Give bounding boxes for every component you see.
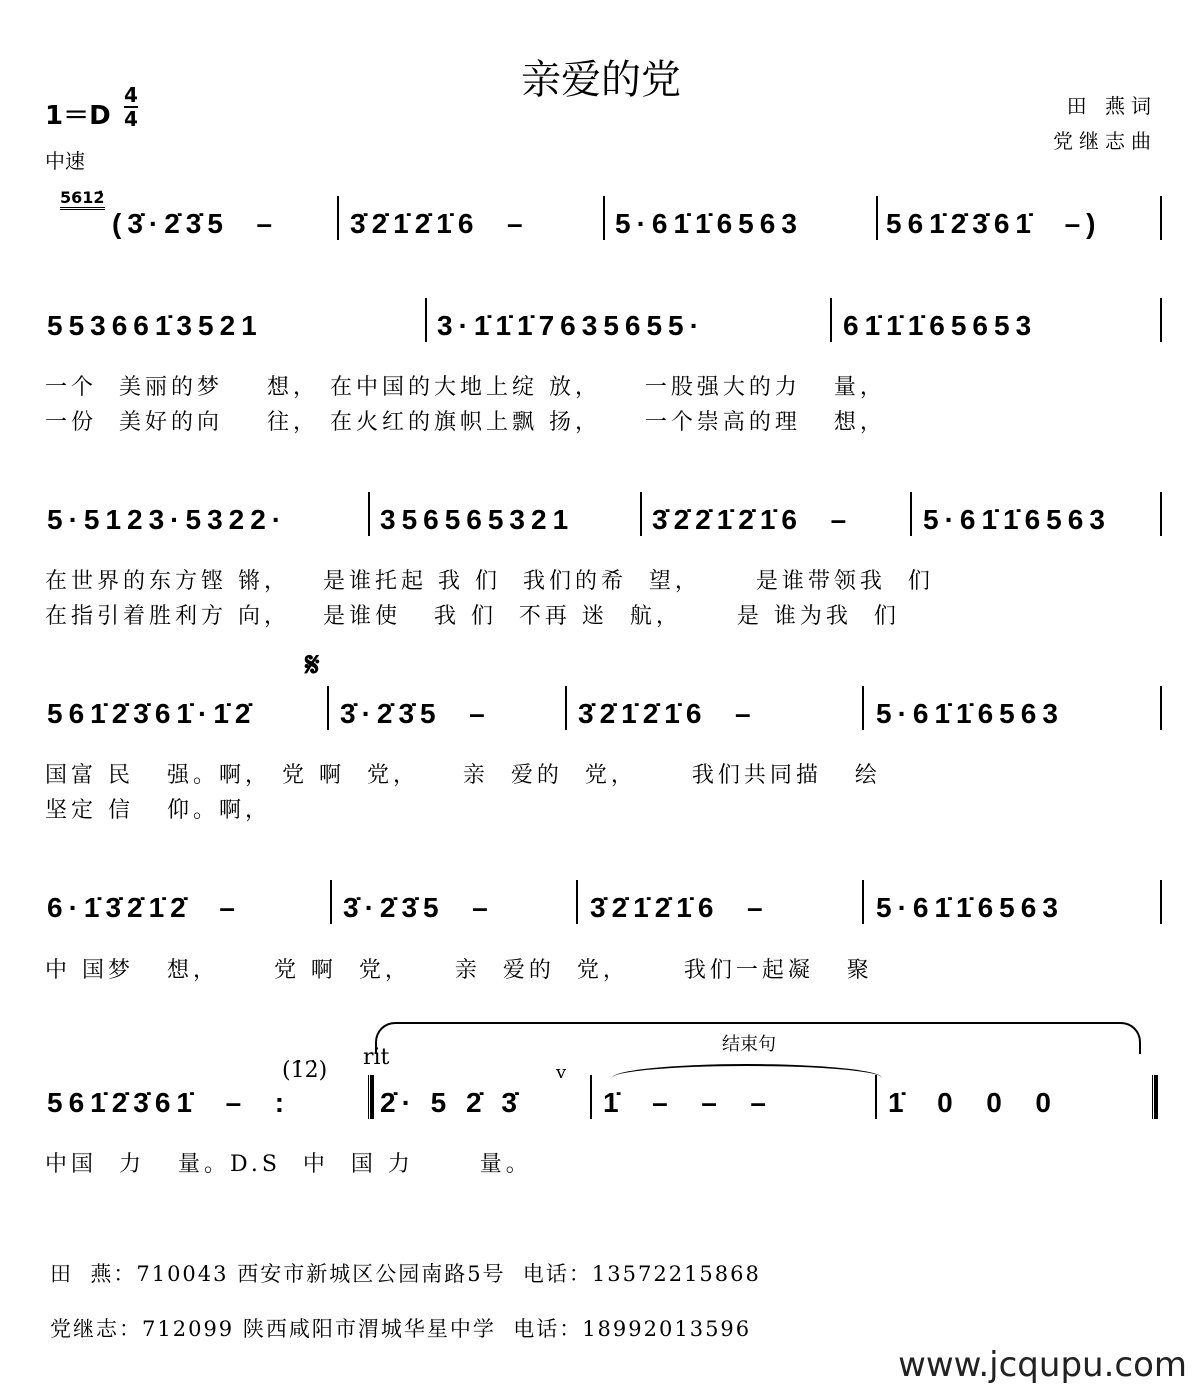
bar-line bbox=[875, 1075, 877, 1119]
bar-line bbox=[910, 492, 912, 536]
alternate-notes: (1̇2̇) bbox=[282, 1058, 328, 1083]
composer-credit: 党继志曲 bbox=[1053, 129, 1157, 153]
staff-row-3 bbox=[0, 504, 1202, 544]
lyrics-verse-1: 中 国梦 想， 党 啊 党， 亲 爱的 党， 我们一起凝 聚 bbox=[45, 958, 873, 983]
bar-line bbox=[830, 298, 832, 342]
bar-line bbox=[1160, 196, 1162, 240]
measure: 3·1̇1̇1̇7635655· bbox=[437, 310, 705, 341]
lyrics-verse-2: 一份 美好的向 往， 在火红的旗帜上飘 扬， 一个崇高的理 想， bbox=[45, 410, 886, 435]
repeat-bar-line bbox=[368, 1075, 374, 1119]
bar-line bbox=[862, 880, 864, 924]
measure: 3̇2̇2̇1̇2̇1̇6 – bbox=[652, 504, 853, 535]
lyrics-verse-1: 国富 民 强。啊， 党 啊 党， 亲 爱的 党， 我们共同描 绘 bbox=[45, 763, 881, 788]
measure: 1̇ – – – bbox=[603, 1087, 772, 1118]
lyricist-credit: 田 燕词 bbox=[1066, 94, 1157, 118]
measure: 5·61̇1̇6563 bbox=[615, 208, 803, 239]
measure: 3̇·2̇3̇5 – bbox=[340, 698, 491, 729]
grace-notes: 5612̇ bbox=[60, 188, 105, 210]
measure: 3̇2̇1̇2̇1̇6 – bbox=[578, 698, 757, 729]
time-top: 4 bbox=[124, 83, 138, 107]
bar-line bbox=[1160, 492, 1162, 536]
bar-line bbox=[368, 492, 370, 536]
contact-composer: 党继志：712099 陕西咸阳市渭城华星中学 电话：18992013596 bbox=[50, 1317, 752, 1341]
ritardando-marking: rit bbox=[363, 1045, 390, 1070]
measure: 561̇2̇3̇61̇ –) bbox=[886, 208, 1102, 239]
song-title: 亲爱的党 bbox=[521, 57, 681, 103]
lyrics-verse-2: 坚定 信 仰。啊， bbox=[45, 798, 271, 823]
time-signature bbox=[124, 84, 138, 130]
measure: (3̇·2̇3̇5 – bbox=[112, 208, 279, 239]
tempo-marking: 中速 bbox=[45, 149, 85, 173]
measure: 3̇·2̇3̇5 – bbox=[343, 892, 494, 923]
measure: 3̇2̇1̇2̇1̇6 – bbox=[350, 208, 529, 239]
bar-line bbox=[862, 686, 864, 730]
bar-line bbox=[425, 298, 427, 342]
bar-line bbox=[1160, 298, 1162, 342]
lyrics-verse-2: 在指引着胜利方 向， 是谁使 我 们 不再 迷 航， 是 谁为我 们 bbox=[45, 604, 900, 629]
lyrics-verse-1: 在世界的东方铿 锵， 是谁托起 我 们 我们的希 望， 是谁带领我 们 bbox=[45, 569, 934, 594]
ending-label: 结束句 bbox=[722, 1034, 776, 1055]
measure: 5·61̇1̇6563 bbox=[876, 698, 1064, 729]
time-bottom: 4 bbox=[124, 107, 138, 131]
measure: 6·1̇3̇2̇1̇2̇ – bbox=[47, 892, 241, 923]
contact-lyricist: 田 燕：710043 西安市新城区公园南路5号 电话：13572215868 bbox=[50, 1262, 761, 1286]
staff-row-1 bbox=[0, 208, 1202, 248]
bar-line bbox=[576, 880, 578, 924]
bar-line bbox=[337, 196, 339, 240]
measure: 5·61̇1̇6563 bbox=[876, 892, 1064, 923]
bar-line bbox=[1160, 686, 1162, 730]
watermark: www.jcqupu.com bbox=[898, 1345, 1187, 1385]
measure: 1̇ 0 0 0 bbox=[888, 1087, 1057, 1118]
staff-row-4 bbox=[0, 698, 1202, 738]
bar-line bbox=[590, 1075, 592, 1119]
measure: 553661̇3521 bbox=[47, 310, 263, 341]
staff-row-2 bbox=[0, 310, 1202, 350]
bar-line bbox=[327, 686, 329, 730]
measure: 3̇2̇1̇2̇1̇6 – bbox=[590, 892, 769, 923]
measure: 561̇2̇3̇61̇·1̇2̇ bbox=[47, 698, 257, 729]
measure: 5·5123·5322· bbox=[47, 504, 288, 535]
final-bar-line bbox=[1152, 1075, 1158, 1119]
measure: 61̇1̇1̇65653 bbox=[843, 310, 1038, 341]
measure: 2̇· 5 2̇ 3̇ bbox=[380, 1087, 523, 1118]
key-signature: 1＝D bbox=[45, 101, 111, 131]
measure: 356565321 bbox=[380, 504, 575, 535]
lyrics-verse-1: 中国 力 量。D.S 中 国 力 量。 bbox=[45, 1152, 532, 1177]
tie-slur bbox=[612, 1064, 882, 1078]
segno-sign: 𝄋 bbox=[305, 645, 320, 685]
measure: 5·61̇1̇6563 bbox=[923, 504, 1111, 535]
breath-mark: v bbox=[556, 1062, 567, 1083]
bar-line bbox=[330, 880, 332, 924]
bar-line bbox=[565, 686, 567, 730]
staff-row-6 bbox=[0, 1087, 1202, 1127]
bar-line bbox=[603, 196, 605, 240]
staff-row-5 bbox=[0, 892, 1202, 932]
lyrics-verse-1: 一个 美丽的梦 想， 在中国的大地上绽 放， 一股强大的力 量， bbox=[45, 375, 886, 400]
bar-line bbox=[640, 492, 642, 536]
bar-line bbox=[876, 196, 878, 240]
bar-line bbox=[1160, 880, 1162, 924]
measure: 561̇2̇3̇61̇ – : bbox=[47, 1087, 291, 1118]
